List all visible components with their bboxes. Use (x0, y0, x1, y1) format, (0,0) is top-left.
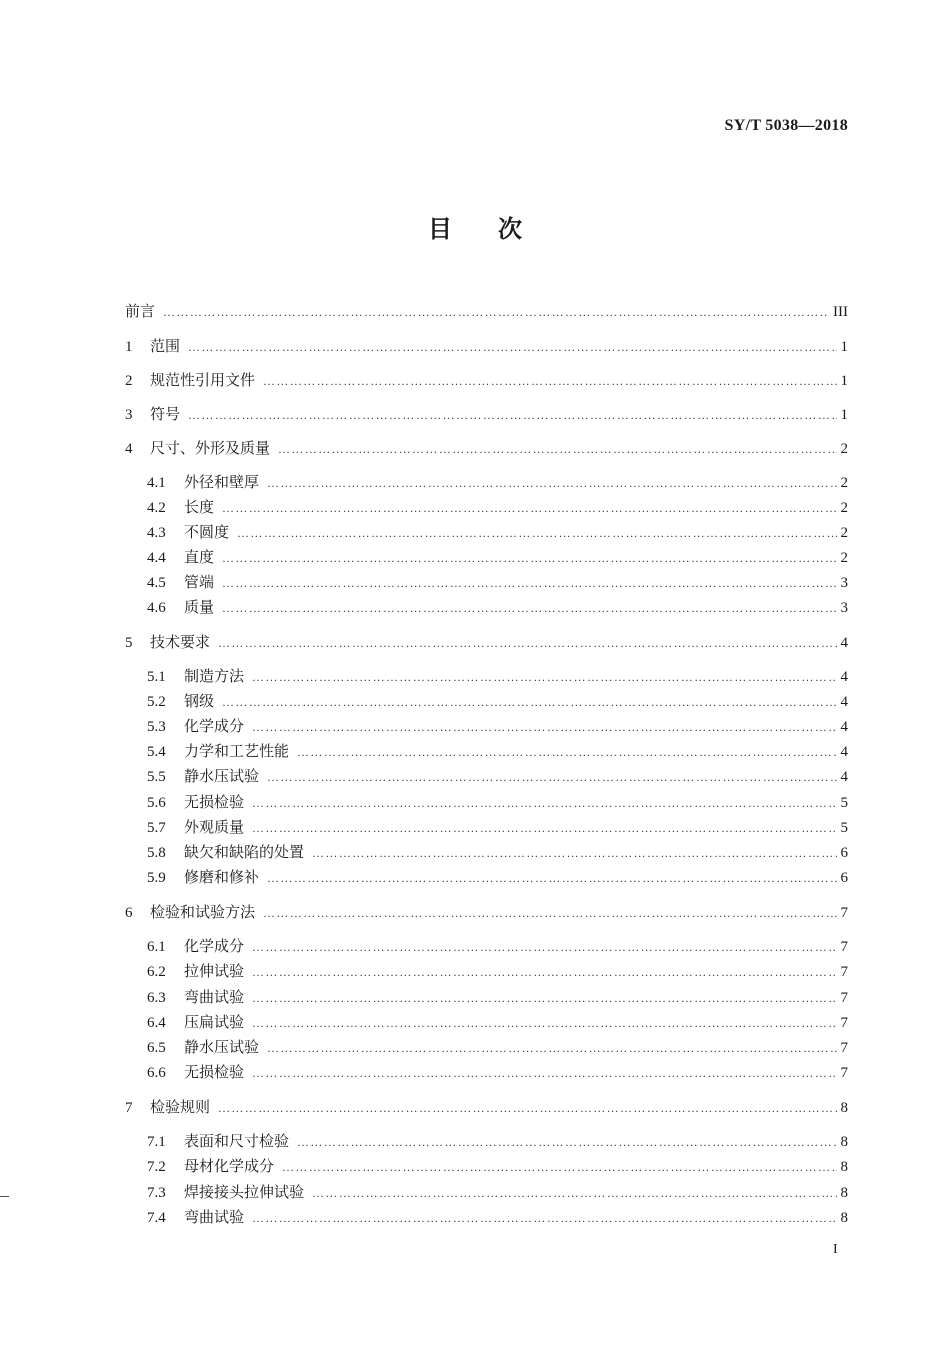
toc-entry-number: 5.1 (147, 669, 166, 685)
toc-entry-label: 表面和尺寸检验 (184, 1132, 290, 1150)
toc-entry-label: 不圆度 (184, 523, 230, 541)
toc-subentry[interactable] (147, 1011, 848, 1033)
toc-entry-page: 7 (840, 964, 848, 980)
toc-subentry[interactable] (147, 935, 848, 957)
toc-entry-number: 6.4 (147, 1015, 166, 1031)
toc-entry-number: 4 (125, 441, 133, 457)
toc-entry-page: 1 (840, 407, 848, 423)
toc-entry[interactable] (125, 437, 848, 459)
toc-entry-page: 6 (840, 870, 848, 886)
toc-leader-dots (188, 404, 836, 426)
toc-leader-dots (222, 597, 836, 619)
toc-subentry[interactable] (147, 1181, 848, 1203)
toc-entry-number: 5.7 (147, 820, 166, 836)
toc-entry-page: 7 (840, 1040, 848, 1056)
page-title: 目次 (428, 215, 568, 243)
toc-entry-label: 静水压试验 (184, 767, 260, 785)
toc-entry-page: 7 (840, 1065, 848, 1081)
toc-entry-label: 尺寸、外形及质量 (150, 439, 271, 457)
toc-leader-dots (222, 691, 836, 713)
toc-subentry[interactable] (147, 1155, 848, 1177)
toc-entry-number: 6 (125, 905, 133, 921)
toc-entry-label: 外径和壁厚 (184, 473, 260, 491)
toc-entry-number: 5.3 (147, 719, 166, 735)
toc-entry-number: 7.4 (147, 1210, 166, 1226)
toc-leader-dots (222, 547, 836, 569)
toc-leader-dots (252, 1207, 836, 1229)
toc-entry-number: 4.6 (147, 600, 166, 616)
toc-entry-label: 弯曲试验 (184, 1208, 245, 1226)
toc-subentry[interactable] (147, 1036, 848, 1058)
toc-entry-label: 化学成分 (184, 717, 245, 735)
toc-leader-dots (267, 472, 836, 494)
toc-entry-page: 4 (840, 635, 848, 651)
toc-entry-number: 5.2 (147, 694, 166, 710)
toc-entry-label: 修磨和修补 (184, 868, 260, 886)
toc-subentry[interactable] (147, 1061, 848, 1083)
toc-entry-number: 5.9 (147, 870, 166, 886)
toc-entry-page: 2 (840, 525, 848, 541)
toc-entry-page: 7 (840, 990, 848, 1006)
toc-leader-dots (278, 438, 836, 460)
toc-entry-page: 7 (840, 905, 848, 921)
toc-entry-label: 拉伸试验 (184, 962, 245, 980)
toc-entry-label: 外观质量 (184, 818, 245, 836)
toc-entry-page: 8 (840, 1210, 848, 1226)
toc-leader-dots (297, 1131, 836, 1153)
toc-entry-label: 长度 (184, 498, 215, 516)
toc-entry-page: 3 (840, 575, 848, 591)
toc-entry-label: 检验和试验方法 (150, 903, 256, 921)
toc-subentry[interactable] (147, 665, 848, 687)
toc-entry-page: 4 (840, 744, 848, 760)
toc-entry-number: 5.6 (147, 795, 166, 811)
toc-entry-number: 2 (125, 373, 133, 389)
toc-entry[interactable] (125, 1096, 848, 1118)
margin-mark (0, 1196, 9, 1197)
toc-leader-dots (252, 666, 836, 688)
toc-entry-page: 6 (840, 845, 848, 861)
toc-subentry[interactable] (147, 690, 848, 712)
toc-entry[interactable] (125, 335, 848, 357)
toc-subentry[interactable] (147, 740, 848, 762)
toc-entry-label: 范围 (150, 337, 181, 355)
toc-leader-dots (267, 867, 836, 889)
toc-entry-label: 静水压试验 (184, 1038, 260, 1056)
toc-leader-dots (163, 301, 829, 323)
toc-leader-dots (252, 716, 836, 738)
toc-subentry[interactable] (147, 596, 848, 618)
toc-leader-dots (222, 572, 836, 594)
toc-leader-dots (252, 817, 836, 839)
toc-leader-dots (297, 741, 836, 763)
toc-subentry[interactable] (147, 1130, 848, 1152)
toc-entry-label: 弯曲试验 (184, 988, 245, 1006)
toc-entry-number: 5.8 (147, 845, 166, 861)
toc-entry-label: 技术要求 (150, 633, 211, 651)
toc-leader-dots (222, 497, 836, 519)
toc-entry-number: 6.3 (147, 990, 166, 1006)
toc-entry-number: 7 (125, 1100, 133, 1116)
toc-subentry[interactable] (147, 960, 848, 982)
toc-entry-label: 无损检验 (184, 793, 245, 811)
toc-subentry[interactable] (147, 546, 848, 568)
toc-leader-dots (218, 1097, 836, 1119)
toc-subentry[interactable] (147, 866, 848, 888)
toc-entry-label: 缺欠和缺陷的处置 (184, 843, 305, 861)
toc-leader-dots (188, 336, 836, 358)
toc-entry-number: 4.1 (147, 475, 166, 491)
toc-entry-label: 直度 (184, 548, 215, 566)
toc-leader-dots (312, 842, 836, 864)
toc-entry-label: 前言 (125, 302, 156, 320)
toc-entry-label: 无损检验 (184, 1063, 245, 1081)
toc-entry-number: 7.2 (147, 1159, 166, 1175)
toc-entry-page: 7 (840, 1015, 848, 1031)
toc-entry-page: 2 (840, 475, 848, 491)
toc-entry-page: 4 (840, 769, 848, 785)
toc-entry-number: 3 (125, 407, 133, 423)
toc-entry-page: 2 (840, 441, 848, 457)
toc-entry-number: 6.6 (147, 1065, 166, 1081)
toc-entry-page: 2 (840, 550, 848, 566)
toc-leader-dots (237, 522, 836, 544)
toc-leader-dots (252, 1012, 836, 1034)
toc-subentry[interactable] (147, 496, 848, 518)
toc-entry-page: 5 (840, 795, 848, 811)
toc-leader-dots (267, 1037, 836, 1059)
toc-entry-label: 符号 (150, 405, 181, 423)
toc-leader-dots (263, 370, 836, 392)
toc-entry-label: 化学成分 (184, 937, 245, 955)
toc-entry-number: 4.5 (147, 575, 166, 591)
toc-entry-label: 制造方法 (184, 667, 245, 685)
toc-leader-dots (252, 987, 836, 1009)
toc-entry-page: 4 (840, 719, 848, 735)
toc-entry-page: 8 (840, 1159, 848, 1175)
toc-leader-dots (218, 632, 836, 654)
toc-leader-dots (267, 766, 836, 788)
toc-leader-dots (312, 1182, 836, 1204)
toc-entry-page: 8 (840, 1134, 848, 1150)
toc-entry-number: 5.5 (147, 769, 166, 785)
toc-subentry[interactable] (147, 521, 848, 543)
toc-entry-number: 6.1 (147, 939, 166, 955)
toc-entry-page: 8 (840, 1185, 848, 1201)
toc-entry-page: 3 (840, 600, 848, 616)
toc-subentry[interactable] (147, 571, 848, 593)
toc-subentry[interactable] (147, 841, 848, 863)
toc-leader-dots (263, 902, 836, 924)
toc-subentry[interactable] (147, 986, 848, 1008)
toc-entry-page: 2 (840, 500, 848, 516)
toc-entry-number: 4.2 (147, 500, 166, 516)
toc-entry-page: 1 (840, 373, 848, 389)
toc-entry-page: 1 (840, 339, 848, 355)
toc-entry-page: 7 (840, 939, 848, 955)
toc-subentry[interactable] (147, 471, 848, 493)
toc-entry[interactable] (125, 631, 848, 653)
toc-subentry[interactable] (147, 715, 848, 737)
toc-entry-label: 检验规则 (150, 1098, 211, 1116)
toc-entry-number: 4.3 (147, 525, 166, 541)
toc-entry-number: 6.5 (147, 1040, 166, 1056)
toc-subentry[interactable] (147, 791, 848, 813)
toc-subentry[interactable] (147, 765, 848, 787)
toc-entry[interactable] (125, 901, 848, 923)
standard-code: SY/T 5038—2018 (724, 117, 848, 134)
toc-entry-page: 4 (840, 669, 848, 685)
toc-entry-number: 1 (125, 339, 133, 355)
toc-entry-label: 母材化学成分 (184, 1157, 275, 1175)
toc-entry[interactable] (125, 369, 848, 391)
toc-entry-label: 力学和工艺性能 (184, 742, 290, 760)
toc-subentry[interactable] (147, 1206, 848, 1228)
toc-leader-dots (252, 792, 836, 814)
toc-entry-page: III (833, 304, 848, 320)
toc-entry-label: 规范性引用文件 (150, 371, 256, 389)
toc-leader-dots (252, 961, 836, 983)
toc-entry-label: 质量 (184, 598, 215, 616)
toc-leader-dots (252, 1062, 836, 1084)
toc-entry-page: 5 (840, 820, 848, 836)
toc-entry-number: 4.4 (147, 550, 166, 566)
toc-entry-number: 7.1 (147, 1134, 166, 1150)
page-number: I (833, 1242, 838, 1257)
toc-leader-dots (252, 936, 836, 958)
toc-subentry[interactable] (147, 816, 848, 838)
toc-entry-label: 压扁试验 (184, 1013, 245, 1031)
toc-entry[interactable] (125, 300, 848, 322)
toc-entry-page: 8 (840, 1100, 848, 1116)
toc-entry-number: 5.4 (147, 744, 166, 760)
toc-leader-dots (282, 1156, 836, 1178)
toc-entry[interactable] (125, 403, 848, 425)
toc-entry-number: 6.2 (147, 964, 166, 980)
toc-entry-page: 4 (840, 694, 848, 710)
toc-entry-number: 7.3 (147, 1185, 166, 1201)
toc-entry-label: 焊接接头拉伸试验 (184, 1183, 305, 1201)
toc-entry-number: 5 (125, 635, 133, 651)
toc-entry-label: 管端 (184, 573, 215, 591)
toc-entry-label: 钢级 (184, 692, 215, 710)
